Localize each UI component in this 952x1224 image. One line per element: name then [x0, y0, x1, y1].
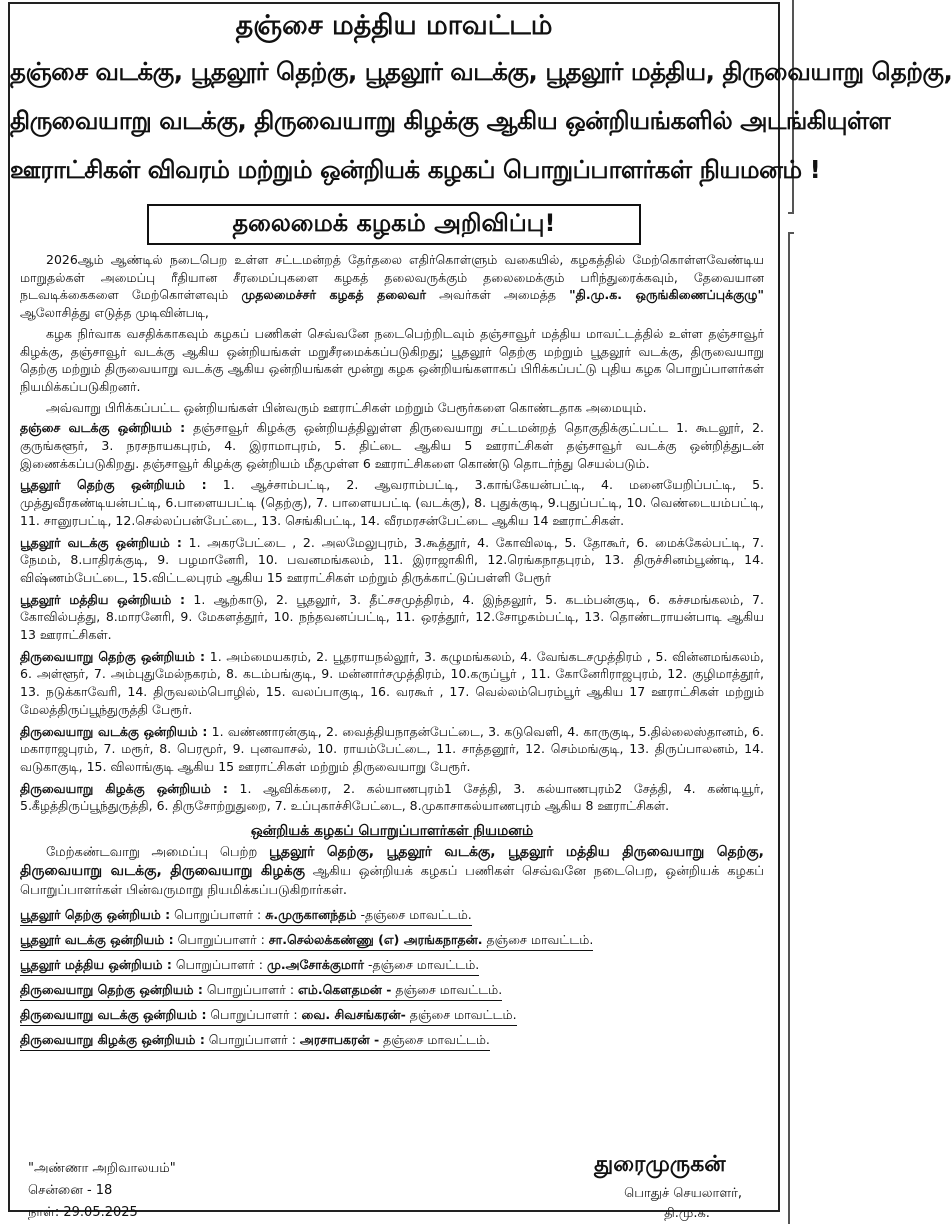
appointments-list — [20, 903, 764, 1053]
paragraph-1-text-2: அவர்கள் அமைத்த — [426, 287, 570, 303]
union-name: பூதலூர் தெற்கு ஒன்றியம் : — [20, 477, 207, 493]
signature-block — [594, 1152, 742, 1222]
union-villages: தஞ்சாவூர் கிழக்கு ஒன்றியத்திலுள்ள திருவையாறு சட்டமன்றத் தொகுதிக்குட்பட்ட 1. கூடலூர், 2. குருங்களூர், 3. நரசநாயகபுரம், 4. இராமாபுரம், 5. திட்டை ஆகிய 5 ஊராட்சிகள் தஞ்சாவூர் வடக்கு ஒன்றித்துடன் இணைக்கப்படுகிறது. தஞ்சாவூர் கிழக்கு ஒன்றியம் மீதமுள்ள 6 ஊராட்சிகளை கொண்டு தொடர்ந்து செயல்படும். — [20, 420, 764, 471]
footer-place-block — [28, 1158, 176, 1224]
appointment-union: பூதலூர் மத்திய ஒன்றியம் : — [20, 956, 172, 972]
appointment-row — [20, 1005, 517, 1026]
appointment-role: பொறுப்பாளர் : — [206, 1006, 302, 1022]
union-block — [20, 648, 764, 719]
appointment-row — [20, 1030, 490, 1051]
paragraph-1-text: 2026ஆம் ஆண்டில் நடைபெற உள்ள சட்டமன்றத் தேர்தலை எதிர்கொள்ளும் வகையில், கழகத்தில் மேற்கொள்ளவேண்டிய மாறுதல்கள் அமைப்பு ரீதியான சீரமைப்புகளை கழகத் தலைவருக்கும் தலைமைக்கும் பரிந்துரைக்கவும், தேவையான நடவடிக்கைகளை மேற்கொள்ளவும் — [20, 252, 764, 303]
paragraph-2: கழக நிர்வாக வசதிக்காகவும் கழகப் பணிகள் செவ்வனே நடைபெற்றிடவும் தஞ்சாவூர் மத்திய மாவட்டத்தில் உள்ள தஞ்சாவூர் கிழக்கு, தஞ்சாவூர் வடக்கு ஆகிய ஒன்றியங்கள் மறுசீரமைக்கப்படுகிறது; பூதலூர் தெற்கு மற்றும் பூதலூர் வடக்கு, திருவையாறு தெற்கு மற்றும் திருவையாறு வடக்கு ஆகிய ஒன்றியங்கள் மூன்று கழக ஒன்றியங்களாகப் பிரிக்கப்பட்டு புதிய கழக பொறுப்பாளர்கள் நியமிக்கப்படுகிறனர். — [20, 325, 764, 394]
appointment-district: தஞ்சை மாவட்டம். — [391, 981, 503, 997]
union-name: திருவையாறு தெற்கு ஒன்றியம் : — [20, 648, 206, 664]
union-villages: 1. ஆச்சாம்பட்டி, 2. ஆவராம்பட்டி, 3.காங்கேயன்பட்டி, 4. மனையேறிப்பட்டி, 5. முத்துவீரகண்டியன்பட்டி, 6.பாளையபட்டி (தெற்கு), 7. பாளையபட்டி (வடக்கு), 8. புதுக்குடி, 9.புதுப்பட்டி, 10. வெண்டையம்பட்டி, 11. சானுரபட்டி, 12.செல்லப்பன்பேட்டை, 13. செங்கிபட்டி, 14. வீரமரசன்பேட்டை ஆகிய 14 ஊராட்சிகள். — [20, 477, 764, 528]
appointment-union: திருவையாறு கிழக்கு ஒன்றியம் : — [20, 1031, 205, 1047]
appointment-row — [20, 905, 472, 926]
union-block — [20, 723, 764, 776]
appointment-person: அரசாபகரன் - — [299, 1031, 380, 1047]
paragraph-3: அவ்வாறு பிரிக்கப்பட்ட ஒன்றியங்கள் பின்வரும் ஊராட்சிகள் மற்றும் பேரூர்களை கொண்டதாக அமையும். — [46, 399, 647, 415]
appointment-role: பொறுப்பாளர் : — [173, 931, 269, 947]
appointment-role: பொறுப்பாளர் : — [204, 1031, 300, 1047]
union-name: திருவையாறு வடக்கு ஒன்றியம் : — [20, 723, 208, 739]
appointment-union: பூதலூர் தெற்கு ஒன்றியம் : — [20, 906, 171, 922]
union-block — [20, 476, 764, 529]
header — [10, 4, 952, 194]
announcement-body — [10, 251, 778, 1053]
footer-place: "அண்ணா அறிவாலயம்" — [28, 1161, 176, 1176]
appointment-district: தஞ்சை மாவட்டம். — [379, 1031, 490, 1047]
appointments-heading-text: ஒன்றியக் கழகப் பொறுப்பாளர்கள் நியமனம் — [250, 823, 534, 840]
appointment-union: பூதலூர் வடக்கு ஒன்றியம் : — [20, 931, 174, 947]
appointment-row — [20, 955, 479, 976]
appointment-person: எம்.கௌதமன் - — [298, 981, 392, 997]
appointment-person: மு.அசோக்குமார் — [266, 956, 364, 972]
headline-line-2: திருவையாறு வடக்கு, திருவையாறு கிழக்கு ஆகிய ஒன்றியங்களில் அடங்கியுள்ள — [10, 106, 891, 135]
union-villages: 1. வண்ணாரன்குடி, 2. வைத்தியநாதன்பேட்டை, 3. கடுவெளி, 4. காருகுடி, 5.தில்லைஸ்தானம், 6. மகாராஜபுரம், 7. மரூர், 8. பெரமூர், 9. புனவாசல், 10. ராயம்பேட்டை, 11. சாத்தனூர், 12. செம்மங்குடி, 13. திருப்பாலனம், 14. வடுகாகுடி, 15. விலாங்குடி ஆகிய 15 ஊராட்சிகள் மற்றும் திருவையாறு பேரூர். — [20, 723, 764, 774]
union-villages: 1. ஆற்காடு, 2. பூதலூர், 3. தீட்சசமுத்திரம், 4. இந்தலூர், 5. கடம்பன்குடி, 6. கச்சமங்கலம், 7. கோவில்பத்து, 8.மாரனேரி, 9. மேகளத்தூர், 10. நந்தவனப்பட்டி, 11. ஒரத்தூர், 12.சோழகம்பட்டி, 13. தொண்டராயன்பாடி ஆகிய 13 ஊராட்சிகள். — [20, 591, 764, 643]
footer-date: நாள்: 29.05.2025 — [28, 1205, 138, 1220]
union-block — [20, 591, 764, 644]
footer — [20, 1152, 764, 1222]
appointment-role: பொறுப்பாளர் : — [171, 956, 267, 972]
notice-title: தலைமைக் கழகம் அறிவிப்பு! — [147, 204, 641, 245]
appointment-person: வை. சிவசங்கரன்- — [301, 1006, 406, 1022]
signatory-name: துரைமுருகன் — [594, 1152, 726, 1177]
appointment-row — [20, 930, 593, 951]
appointment-row — [20, 980, 502, 1001]
appointments-heading — [20, 823, 764, 841]
union-villages: 1. ஆவிக்கரை, 2. கல்யாணபுரம்1 சேத்தி, 3. கல்யாணபுரம்2 சேத்தி, 4. கண்டியூர், 5.கீழத்திருப்பூந்துருத்தி, 6. திருசோற்றுதுறை, 7. உப்புகாச்சிபேட்டை, 8.முகாசாகல்யாணபுரம் ஆகிய 8 ஊராட்சிகள். — [20, 780, 764, 814]
cm-title: முதலமைச்சர் கழகத் தலைவர் — [241, 287, 427, 303]
appointment-union: திருவையாறு தெற்கு ஒன்றியம் : — [20, 981, 203, 997]
union-name: தஞ்சை வடக்கு ஒன்றியம் : — [20, 420, 186, 436]
union-villages: 1. அகரபேட்டை , 2. அலமேலுபுரம், 3.கூத்தூர், 4. கோவிலடி, 5. தோகூர், 6. மைக்கேல்பட்டி, 7. நேமம், 8.பாதிரக்குடி, 9. பழமானேரி, 10. பவனமங்கலம், 11. இராஜாகிரி, 12.ரெங்கநாதபுரம், 13. திருச்சினம்பூண்டி, 14. விஷ்ணம்பேட்டை, 15.விட்டலபுரம் ஆகிய 15 ஊராட்சிகள் மற்றும் திருக்காட்டுப்பள்ளி பேரூர் — [20, 534, 764, 585]
union-block — [20, 419, 764, 472]
intro-text: மேற்கண்டவாறு அமைப்பு பெற்ற — [46, 844, 270, 860]
union-block — [20, 534, 764, 587]
appointment-district: -தஞ்சை மாவட்டம். — [363, 956, 480, 972]
announcement-frame — [8, 2, 952, 1221]
union-name: பூதலூர் வடக்கு ஒன்றியம் : — [20, 534, 182, 550]
intro-text-2: ஆகிய ஒன்றியக் கழகப் பணிகள் செவ்வனே நடைபெற, ஒன்றியக் கழகப் பொறுப்பாளர்கள் பின்வருமாறு நியமிக்கப்படுகிறார்கள். — [20, 863, 764, 898]
appointment-role: பொறுப்பாளர் : — [170, 906, 266, 922]
paragraph-1 — [20, 251, 764, 322]
union-block — [20, 780, 764, 815]
signatory-org: தி.மு.க. — [664, 1206, 710, 1221]
appointments-intro — [20, 843, 764, 900]
headline-line-1: தஞ்சை வடக்கு, பூதலூர் தெற்கு, பூதலூர் வடக்கு, பூதலூர் மத்திய, திருவையாறு தெற்கு, — [10, 57, 952, 86]
appointment-person: சு.முருகானந்தம் — [265, 906, 357, 922]
appointment-union: திருவையாறு வடக்கு ஒன்றியம் : — [20, 1006, 207, 1022]
footer-city: சென்னை - 18 — [28, 1183, 113, 1198]
union-name: திருவையாறு கிழக்கு ஒன்றியம் : — [20, 780, 228, 796]
intro-unions: பூதலூர் தெற்கு, பூதலூர் வடக்கு, பூதலூர் மத்திய திருவையாறு தெற்கு, திருவையாறு வடக்கு, திருவையாறு கிழக்கு — [20, 843, 764, 879]
district-title: தஞ்சை மத்திய மாவட்டம் — [235, 10, 553, 41]
paragraph-1-text-3: ஆலோசித்து எடுத்த முடிவின்படி, — [20, 305, 209, 321]
appointment-district: தஞ்சை மாவட்டம். — [405, 1006, 517, 1022]
union-name: பூதலூர் மத்திய ஒன்றியம் : — [20, 591, 186, 607]
union-villages: 1. அம்மையகரம், 2. பூதராயநல்லூர், 3. கழுமங்கலம், 4. வேங்கடசமுத்திரம் , 5. வின்னமங்கலம், 6. அள்ளூர், 7. அம்புதுமேல்நகரம், 8. கடம்பங்குடி, 9. மன்னார்சமுத்திரம், 10.கருப்பூர் , 11. கோனேரிராஜபுரம், 12. குழிமாத்தூர், 13. நடுக்காவேரி, 14. திருவலம்பொழில், 15. வலப்பாகுடி, 16. வரகூர் , 17. வெல்லம்பெரம்பூர் ஆகிய 17 ஊராட்சிகள் மற்றும் மேலத்திருப்பூந்துருத்தி பேரூர். — [20, 648, 764, 717]
appointment-person: சா.செல்லக்கண்ணு (எ) அரங்கநாதன். — [268, 931, 483, 947]
headline-line-3: ஊராட்சிகள் விவரம் மற்றும் ஒன்றியக் கழகப் பொறுப்பாளர்கள் நியமனம் ! — [10, 155, 821, 184]
appointment-role: பொறுப்பாளர் : — [202, 981, 299, 997]
committee-name: "தி.மு.க. ஒருங்கிணைப்புக்குழு" — [569, 287, 764, 303]
signatory-designation: பொதுச் செயலாளர், — [624, 1186, 742, 1201]
appointment-district: தஞ்சை மாவட்டம். — [482, 931, 594, 947]
appointment-district: -தஞ்சை மாவட்டம். — [356, 906, 472, 922]
